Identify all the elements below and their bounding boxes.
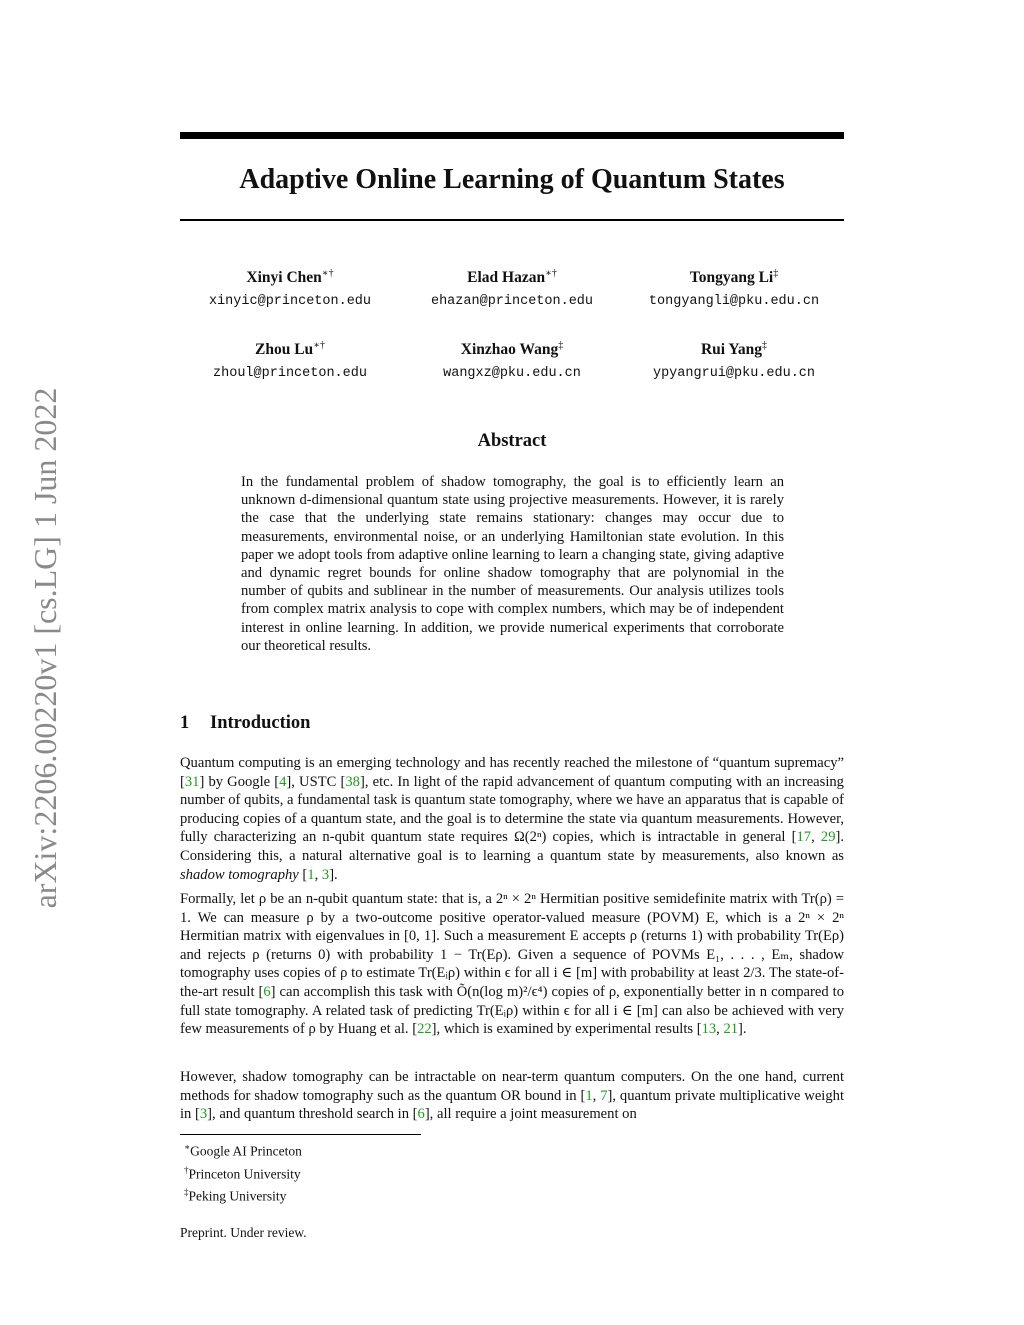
author xyxy=(402,334,622,406)
footnote: †Princeton University xyxy=(184,1164,301,1181)
author-email[interactable]: ypyangrui@pku.edu.cn xyxy=(652,366,816,382)
citation-link[interactable]: 4 xyxy=(279,773,287,790)
paper-title: Adaptive Online Learning of Quantum States xyxy=(239,164,785,195)
author xyxy=(402,262,622,334)
preprint-note: Preprint. Under review. xyxy=(180,1225,307,1240)
footnote: ∗Google AI Princeton xyxy=(184,1142,302,1159)
author-email[interactable]: wangxz@pku.edu.cn xyxy=(443,366,581,382)
citation-link[interactable]: 22 xyxy=(417,1021,432,1038)
section-number: 1 xyxy=(180,713,190,733)
citation-link[interactable]: 31 xyxy=(184,773,200,790)
author-row xyxy=(180,334,844,406)
citation-link[interactable]: 29 xyxy=(820,829,836,846)
title-top-rule xyxy=(180,132,844,139)
emphasis: shadow tomography xyxy=(180,866,299,883)
title-bottom-rule xyxy=(180,219,844,221)
author xyxy=(624,334,844,406)
author xyxy=(180,262,400,334)
citation-link[interactable]: 38 xyxy=(345,773,360,790)
section-title: Introduction xyxy=(210,713,311,733)
section-heading xyxy=(180,710,844,736)
footnote: ‡Peking University xyxy=(184,1187,287,1204)
citation-link[interactable]: 17 xyxy=(796,829,812,846)
footnotes xyxy=(180,1138,580,1206)
arxiv-stamp-text: arXiv:2206.00220v1 [cs.LG] 1 Jun 2022 xyxy=(27,387,63,909)
body-paragraph: Formally, let ρ be an n-qubit quantum state: that is, a 2ⁿ × 2ⁿ Hermitian positive semidefinite matrix with Tr(ρ) = 1. We can measure ρ by a two-outcome positive operator-valued measure (POVM) E, which is a 2ⁿ × 2ⁿ Hermitian matrix with eigenvalues in [0, 1]. Such a measurement E accepts ρ (returns 1) with probability Tr(Eρ) and rejects ρ (returns 0) with probability 1 − Tr(Eρ). Given a sequence of POVMs E₁, . . . , Eₘ, shadow tomography uses copies of ρ to estimate Tr(Eᵢρ) within ϵ for all i ∈ [m] with probability at least 2/3. The state-of-the-art result [6] can accomplish this task with Õ(n(log m)²/ϵ⁴) copies of ρ, exponentially better in n compared to full state tomography. A related task of predicting Tr(Eᵢρ) within ϵ for all i ∈ [m] can also be achieved with very few measurements of ρ by Huang et al. [22], which is examined by experimental results [13, 21]. xyxy=(180,891,844,1038)
body-paragraph: However, shadow tomography can be intractable on near-term quantum computers. On the one hand, current methods for shadow tomography such as the quantum OR bound in [1, 7], quantum private multiplicative weight in [3], and quantum threshold search in [6], all require a joint measurement on xyxy=(180,1069,845,1123)
author-row xyxy=(180,262,844,334)
citation-link[interactable]: 1 xyxy=(585,1087,593,1104)
author-email[interactable]: tongyangli@pku.edu.cn xyxy=(648,294,820,310)
author-name: Elad Hazan∗† xyxy=(467,268,557,287)
citation-link[interactable]: 3 xyxy=(199,1106,208,1123)
citation-link[interactable]: 6 xyxy=(263,983,271,1000)
citation-link[interactable]: 3 xyxy=(321,866,330,883)
author-name: Xinzhao Wang‡ xyxy=(460,340,564,359)
abstract-text: In the fundamental problem of shadow tomography, the goal is to efficiently learn an unknown d-dimensional quantum state using projective measurements. However, it is rarely the case that the underlying state remains stationary: changes may occur due to measurements, environmental noise, or an underlying Hamiltonian state evolution. In this paper we adopt tools from adaptive online learning to learn a changing state, giving adaptive and dynamic regret bounds for online shadow tomography that are polynomial in the number of qubits and sublinear in the number of measurements. Our analysis utilizes tools from complex matrix analysis to cope with complex numbers, which may be of independent interest in online learning. In addition, we provide numerical experiments that corroborate our theoretical results. xyxy=(241,474,784,654)
footnote-rule xyxy=(180,1134,421,1135)
abstract-heading: Abstract xyxy=(477,431,547,451)
author-block xyxy=(180,262,844,406)
author-name: Xinyi Chen∗† xyxy=(246,268,334,287)
citation-link[interactable]: 7 xyxy=(600,1087,608,1104)
citation-link[interactable]: 21 xyxy=(723,1021,739,1038)
body-paragraph: Quantum computing is an emerging technology and has recently reached the milestone of “quantum supremacy” [31] by Google [4], USTC [38], etc. In light of the rapid advancement of quantum computing with an increasing number of qubits, a fundamental task is quantum state tomography, where we have an apparatus that is capable of producing copies of a quantum state, and the goal is to determine the state via quantum measurements. However, fully characterizing an n-qubit quantum state requires Ω(2ⁿ) copies, which is intractable in general [17, 29]. Considering this, a natural alternative goal is to learning a quantum state by measurements, also known as shadow tomography [1, 3]. xyxy=(180,755,844,883)
author-email[interactable]: zhoul@princeton.edu xyxy=(213,366,367,382)
citation-link[interactable]: 6 xyxy=(417,1106,425,1123)
citation-link[interactable]: 13 xyxy=(701,1021,717,1038)
author-name: Zhou Lu∗† xyxy=(255,340,325,359)
author xyxy=(624,262,844,334)
author-email[interactable]: xinyic@princeton.edu xyxy=(208,294,372,310)
citation-link[interactable]: 1 xyxy=(307,866,315,883)
author-email[interactable]: ehazan@princeton.edu xyxy=(430,294,594,310)
author-name: Tongyang Li‡ xyxy=(689,268,779,287)
author-name: Rui Yang‡ xyxy=(700,340,768,359)
author xyxy=(180,334,400,406)
